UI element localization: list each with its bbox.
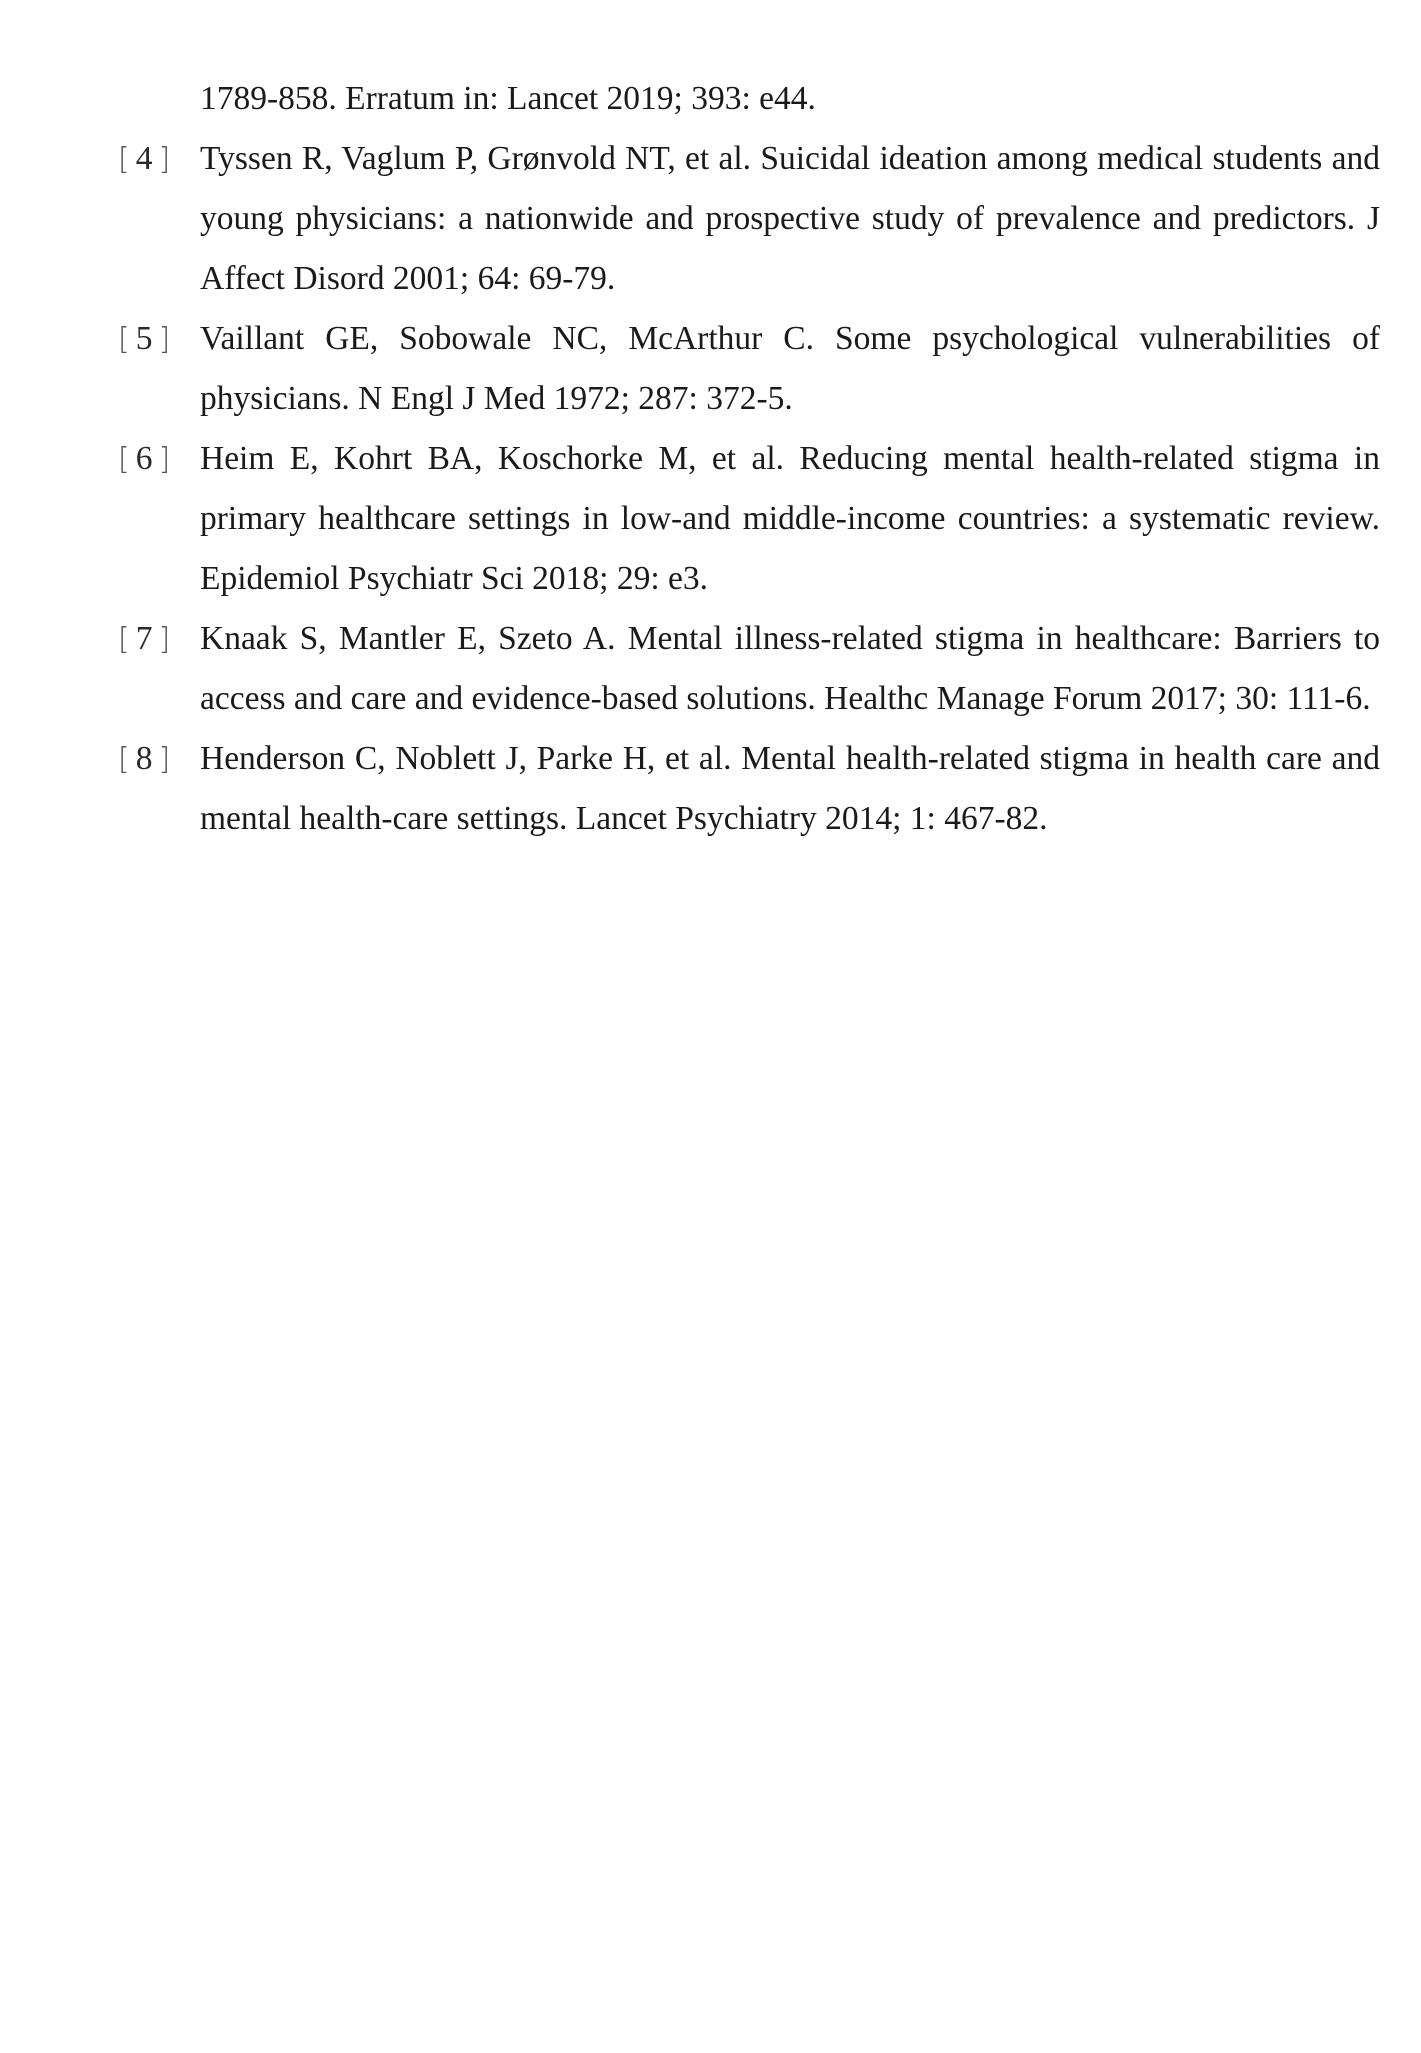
reference-number: [ 7 ] — [118, 620, 171, 657]
reference-item — [118, 309, 1380, 429]
reference-list — [118, 69, 1380, 849]
reference-text: Knaak S, Mantler E, Szeto A. Mental illness-related stigma in healthcare: Barriers to access and care and evidence-based solutions. Healthc Manage Forum 2017; 30: 111-6. — [200, 620, 1380, 717]
reference-text: Heim E, Kohrt BA, Koschorke M, et al. Reducing mental health-related stigma in primary healthcare settings in low-and middle-income countries: a systematic review. Epidemiol Psychiatr Sci 2018; 29: e3. — [200, 440, 1380, 597]
reference-text: Henderson C, Noblett J, Parke H, et al. Mental health-related stigma in health care and mental health-care settings. Lancet Psychiatry 2014; 1: 467-82. — [200, 740, 1380, 837]
reference-item — [118, 609, 1380, 729]
reference-text: Vaillant GE, Sobowale NC, McArthur C. Some psychological vulnerabilities of physicians. N Engl J Med 1972; 287: 372-5. — [200, 320, 1380, 417]
reference-continuation: 1789-858. Erratum in: Lancet 2019; 393: e44. — [200, 80, 816, 117]
reference-number: [ 4 ] — [118, 140, 171, 177]
reference-number: [ 8 ] — [118, 740, 171, 777]
reference-item — [118, 429, 1380, 609]
reference-text: Tyssen R, Vaglum P, Grønvold NT, et al. Suicidal ideation among medical students and young physicians: a nationwide and prospective study of prevalence and predictors. J Affect Disord 2001; 64: 69-79. — [200, 140, 1380, 297]
reference-item — [118, 729, 1380, 849]
reference-number: [ 5 ] — [118, 320, 171, 357]
reference-number: [ 6 ] — [118, 440, 171, 477]
reference-item — [118, 129, 1380, 309]
